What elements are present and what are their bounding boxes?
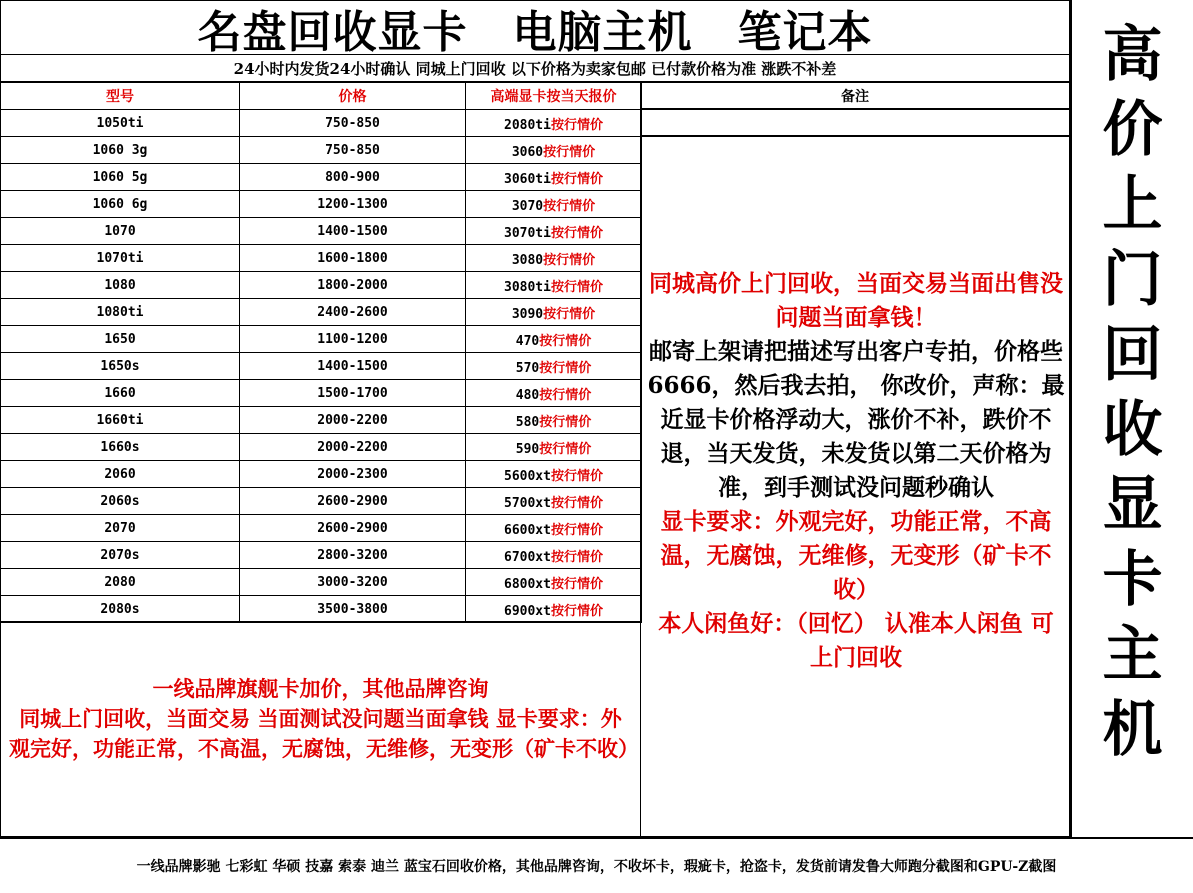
cell-price: 2800-3200 <box>240 542 466 569</box>
cell-high-end <box>466 488 642 515</box>
cell-price: 2000-2200 <box>240 434 466 461</box>
price-table <box>0 82 642 623</box>
cell-price: 1800-2000 <box>240 272 466 299</box>
cell-price: 1400-1500 <box>240 353 466 380</box>
cell-price: 750-850 <box>240 137 466 164</box>
subtitle-banner <box>0 54 1070 82</box>
cell-high-end <box>466 299 642 326</box>
market-price-label: 按行情价 <box>550 522 603 538</box>
cell-price: 2000-2200 <box>240 407 466 434</box>
high-end-model: 3080 <box>511 252 544 268</box>
cell-high-end <box>466 110 642 137</box>
cell-high-end <box>466 164 642 191</box>
remark-mail-instructions: 邮寄上架请把描述写出客户专拍，价格些6666，然后我去拍， 你改价，声称：最近显卡价格浮动大，涨价不补，跌价不退，当天发货，未发货以第二天价格为准，到手测试没问题秒确认 <box>647 338 1065 501</box>
side-char: 收 <box>1102 395 1163 465</box>
market-price-label: 按行情价 <box>550 495 603 511</box>
side-char: 回 <box>1102 320 1163 390</box>
table-row <box>1 353 642 380</box>
cell-price: 1600-1800 <box>240 245 466 272</box>
high-end-model: 470 <box>515 333 540 349</box>
cell-high-end <box>466 461 642 488</box>
cell-high-end <box>466 596 642 623</box>
market-price-label: 按行情价 <box>539 333 592 349</box>
high-end-model: 6800xt <box>504 576 551 592</box>
market-price-label: 按行情价 <box>539 360 592 376</box>
side-char: 机 <box>1102 695 1163 765</box>
header-price: 价格 <box>240 83 466 110</box>
table-row <box>1 596 642 623</box>
market-price-label: 按行情价 <box>539 387 592 403</box>
side-char: 价 <box>1102 95 1163 165</box>
cell-high-end <box>466 245 642 272</box>
lower-notice-brand: 一线品牌旗舰卡加价，其他品牌咨询 <box>152 676 489 701</box>
table-row <box>1 542 642 569</box>
table-row <box>1 245 642 272</box>
cell-high-end <box>466 515 642 542</box>
cell-price: 1200-1300 <box>240 191 466 218</box>
cell-model: 1060 5g <box>1 164 240 191</box>
remark-header-label: 备注 <box>841 88 869 105</box>
high-end-model: 6700xt <box>504 549 551 565</box>
high-end-model: 580 <box>515 414 540 430</box>
high-end-model: 480 <box>515 387 540 403</box>
market-price-label: 按行情价 <box>543 306 596 322</box>
cell-high-end <box>466 137 642 164</box>
high-end-model: 3080ti <box>504 279 551 295</box>
table-row <box>1 272 642 299</box>
header-model: 型号 <box>1 83 240 110</box>
footer-notice <box>0 837 1193 893</box>
subtitle-text: 24小时内发货24小时确认 同城上门回收 以下价格为卖家包邮 已付款价格为准 涨跌不补差 <box>233 59 837 78</box>
table-row <box>1 137 642 164</box>
cell-model: 1660ti <box>1 407 240 434</box>
cell-high-end <box>466 569 642 596</box>
side-char: 卡 <box>1102 545 1163 615</box>
market-price-label: 按行情价 <box>550 576 603 592</box>
cell-price: 1100-1200 <box>240 326 466 353</box>
cell-price: 2000-2300 <box>240 461 466 488</box>
remark-card-requirements: 显卡要求：外观完好，功能正常，不高温，无腐蚀，无维修，无变形（矿卡不收） <box>660 508 1052 603</box>
cell-price: 2400-2600 <box>240 299 466 326</box>
cell-model: 1080ti <box>1 299 240 326</box>
table-row <box>1 110 642 137</box>
cell-high-end <box>466 218 642 245</box>
header-high-end: 高端显卡按当天报价 <box>466 83 642 110</box>
page-title <box>0 0 1070 58</box>
footer-text: 一线品牌影驰 七彩虹 华硕 技嘉 索泰 迪兰 蓝宝石回收价格，其他品牌咨询，不收坏卡，瑕疵卡，抢盗卡，发货前请发鲁大师跑分截图和GPU-Z截图 <box>136 859 1057 875</box>
remark-local-recycle: 同城高价上门回收，当面交易当面出售没问题当面拿钱！ <box>649 270 1063 331</box>
high-end-model: 5700xt <box>504 495 551 511</box>
side-char: 高 <box>1102 20 1163 90</box>
table-row <box>1 488 642 515</box>
remark-xianyu: 本人闲鱼好：（回忆） 认准本人闲鱼 可上门回收 <box>658 610 1054 671</box>
table-row <box>1 515 642 542</box>
side-char: 显 <box>1102 470 1163 540</box>
market-price-label: 按行情价 <box>539 414 592 430</box>
table-row <box>1 380 642 407</box>
table-row <box>1 299 642 326</box>
high-end-model: 570 <box>515 360 540 376</box>
cell-model: 1070 <box>1 218 240 245</box>
market-price-label: 按行情价 <box>550 117 603 133</box>
cell-price: 1500-1700 <box>240 380 466 407</box>
cell-price: 3000-3200 <box>240 569 466 596</box>
cell-model: 1060 6g <box>1 191 240 218</box>
cell-model: 1080 <box>1 272 240 299</box>
high-end-model: 5600xt <box>504 468 551 484</box>
table-header-row <box>1 83 642 110</box>
cell-model: 1660s <box>1 434 240 461</box>
cell-model: 2080 <box>1 569 240 596</box>
market-price-label: 按行情价 <box>550 279 603 295</box>
cell-model: 1650 <box>1 326 240 353</box>
cell-high-end <box>466 407 642 434</box>
cell-model: 1070ti <box>1 245 240 272</box>
market-price-label: 按行情价 <box>550 549 603 565</box>
market-price-label: 按行情价 <box>550 603 603 619</box>
cell-model: 1650s <box>1 353 240 380</box>
market-price-label: 按行情价 <box>550 171 603 187</box>
cell-model: 2070 <box>1 515 240 542</box>
cell-high-end <box>466 380 642 407</box>
cell-price: 750-850 <box>240 110 466 137</box>
market-price-label: 按行情价 <box>539 441 592 457</box>
cell-high-end <box>466 542 642 569</box>
lower-notice-requirements: 同城上门回收，当面交易 当面测试没问题当面拿钱 显卡要求：外观完好，功能正常，不高温，无腐蚀，无维修，无变形（矿卡不收） <box>9 706 639 761</box>
side-char: 主 <box>1102 620 1163 690</box>
cell-high-end <box>466 326 642 353</box>
remark-body <box>640 136 1070 837</box>
lower-notice <box>0 621 641 837</box>
high-end-model: 3070ti <box>504 225 551 241</box>
high-end-model: 3060 <box>511 144 544 160</box>
cell-model: 1060 3g <box>1 137 240 164</box>
table-body <box>1 110 642 623</box>
cell-model: 2070s <box>1 542 240 569</box>
market-price-label: 按行情价 <box>543 198 596 214</box>
high-end-model: 2080ti <box>504 117 551 133</box>
side-char: 上 <box>1102 170 1163 240</box>
title-text: 名盘回收显卡 电脑主机 笔记本 <box>197 6 873 58</box>
cell-high-end <box>466 353 642 380</box>
cell-price: 3500-3800 <box>240 596 466 623</box>
high-end-model: 590 <box>515 441 540 457</box>
market-price-label: 按行情价 <box>550 225 603 241</box>
cell-high-end <box>466 434 642 461</box>
table-row <box>1 218 642 245</box>
market-price-label: 按行情价 <box>550 468 603 484</box>
remark-cell-empty <box>640 109 1070 136</box>
market-price-label: 按行情价 <box>543 252 596 268</box>
high-end-model: 6900xt <box>504 603 551 619</box>
table-row <box>1 461 642 488</box>
high-end-model: 3060ti <box>504 171 551 187</box>
high-end-model: 3070 <box>511 198 544 214</box>
cell-high-end <box>466 191 642 218</box>
table-row <box>1 569 642 596</box>
market-price-label: 按行情价 <box>543 144 596 160</box>
cell-price: 2600-2900 <box>240 488 466 515</box>
cell-model: 2060s <box>1 488 240 515</box>
table-row <box>1 164 642 191</box>
high-end-model: 6600xt <box>504 522 551 538</box>
side-char: 门 <box>1102 245 1163 315</box>
cell-price: 800-900 <box>240 164 466 191</box>
cell-price: 2600-2900 <box>240 515 466 542</box>
high-end-model: 3090 <box>511 306 544 322</box>
cell-model: 1660 <box>1 380 240 407</box>
side-banner <box>1070 0 1193 837</box>
cell-high-end <box>466 272 642 299</box>
table-row <box>1 191 642 218</box>
table-row <box>1 326 642 353</box>
remark-header <box>640 82 1070 109</box>
cell-model: 2060 <box>1 461 240 488</box>
cell-price: 1400-1500 <box>240 218 466 245</box>
cell-model: 2080s <box>1 596 240 623</box>
cell-model: 1050ti <box>1 110 240 137</box>
table-row <box>1 407 642 434</box>
table-row <box>1 434 642 461</box>
